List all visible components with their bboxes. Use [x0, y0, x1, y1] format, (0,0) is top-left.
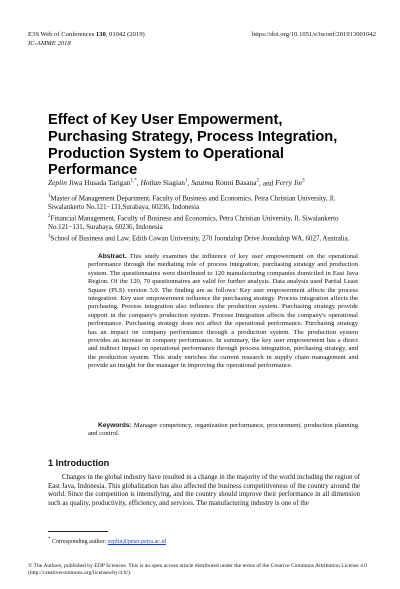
keywords-label: Keywords: [98, 422, 132, 429]
author-affiliation-mark: 1,* [130, 179, 137, 184]
author-name: Hotlan Siagian$^1$ [140, 178, 188, 188]
affiliation-item: $^2$Financial Management, Faculty of Business and Economics, Petra Christian University, Jl. Siwalankerto No.121−131, Surabaya, 60236, Indonesia [48, 214, 339, 232]
footnote: * Corresponding author: zeplin@peter.petra.ac.id [48, 537, 167, 545]
footnote-mark: * [48, 537, 51, 542]
corresponding-email-link[interactable]: zeplin@peter.petra.ac.id [107, 539, 167, 545]
section-heading-introduction: 1 Introduction [48, 458, 110, 468]
affiliation-number: 2 [48, 214, 51, 220]
author-affiliation-mark: 3 [302, 179, 305, 184]
author-name: Sautma Ronni Basana$^2$ [191, 178, 259, 188]
introduction-paragraph: Changes in the global industry have resulted in a change in the majority of the world including the region of East Java, Indonesia. This globalization has also affected the business competitiveness of the country around the world. Since the competition is intensifying, and the country should improve their performance in all dimension such as quality, productivity, efficiency, and services. The manufacturing industry is one of the [48, 474, 360, 508]
author-name: Zeplin Jiwa Husada Tarigan$^{1,*}$ [48, 178, 137, 188]
affiliation-item: $^1$Master of Management Department, Faculty of Business and Economics, Petra Christian University, Jl. Siwalankerto No.121−131,Surabaya, 60236, Indonesia [48, 194, 336, 212]
paper-title: Effect of Key User Empowerment, Purchasing Strategy, Process Integration, Production System to Operational Performance [48, 112, 338, 179]
author-affiliation-mark: 2 [256, 179, 259, 184]
keywords [88, 422, 358, 439]
journal-volume: 130 [95, 31, 106, 38]
conference-name: IC-AMME 2018 [28, 40, 71, 47]
author-name: Ferry Jie$^3$ [275, 178, 305, 188]
author-list: Zeplin Jiwa Husada Tarigan$^{1,*}$, Hotlan Siagian$^1$, Sautma Ronni Basana$^2$, and Ferry Jie$^3$ [48, 178, 305, 188]
affiliation-item: $^3$School of Business and Law, Edith Cowan University, 270 Joondalup Drive Joondalup WA, 6027, Australia. [48, 234, 350, 243]
copyright-notice: © The Authors, published by EDP Sciences. This is an open access article distributed under the terms of the Creative Commons Attribution License 4.0 (http://creativecommons.org/licenses/by/4.0/). [28, 563, 368, 577]
affiliation-list [48, 193, 363, 244]
author-affiliation-mark: 1 [185, 179, 188, 184]
journal-citation: E3S Web of Conferences 130, 01042 (2019) [28, 31, 145, 38]
affiliation-number: 1 [48, 194, 51, 199]
footnote-divider [48, 531, 108, 532]
abstract-label: Abstract. [98, 253, 127, 260]
affiliation-number: 3 [48, 234, 51, 240]
doi-link[interactable]: https://doi.org/10.1051/e3sconf/201913001042 [251, 31, 376, 38]
abstract-text: This study examines the influence of key user empowerment on the operational performance through the mediating role of process integration, purchasing strategy and production system. The questionnaires were distributed to 120 manufacturing companies domiciled in East Java Region. Of the 120, 70 questionnaires are valid for further analysis. Data analysis used Partial Least Square (PLS) version 3.0. The finding are as follows: Key user empowerment affects the process integration. Key user empowerment influence the purchasing strategy. Process integration affects the purchasing. Process integration also influence the production system. Purchasing strategy provide support in the company's production system. Process Integration affects the company's operational performance. Purchasing strategy does not affect the operational performance. Purchasing strategy has an impact on company performance through a production system. The production system provides an increase in company performance. In summary, the key user empowerment has a direct and indirect impact on operational performance through process integration, purchasing strategy, and the production system. This study enriches the current research in supply chain management and provide an insight for the manager in improving the operational performance. [88, 253, 358, 370]
abstract [88, 253, 358, 371]
keywords-text: Manager competency, organization performance, procurement, production planning and control. [88, 422, 358, 438]
